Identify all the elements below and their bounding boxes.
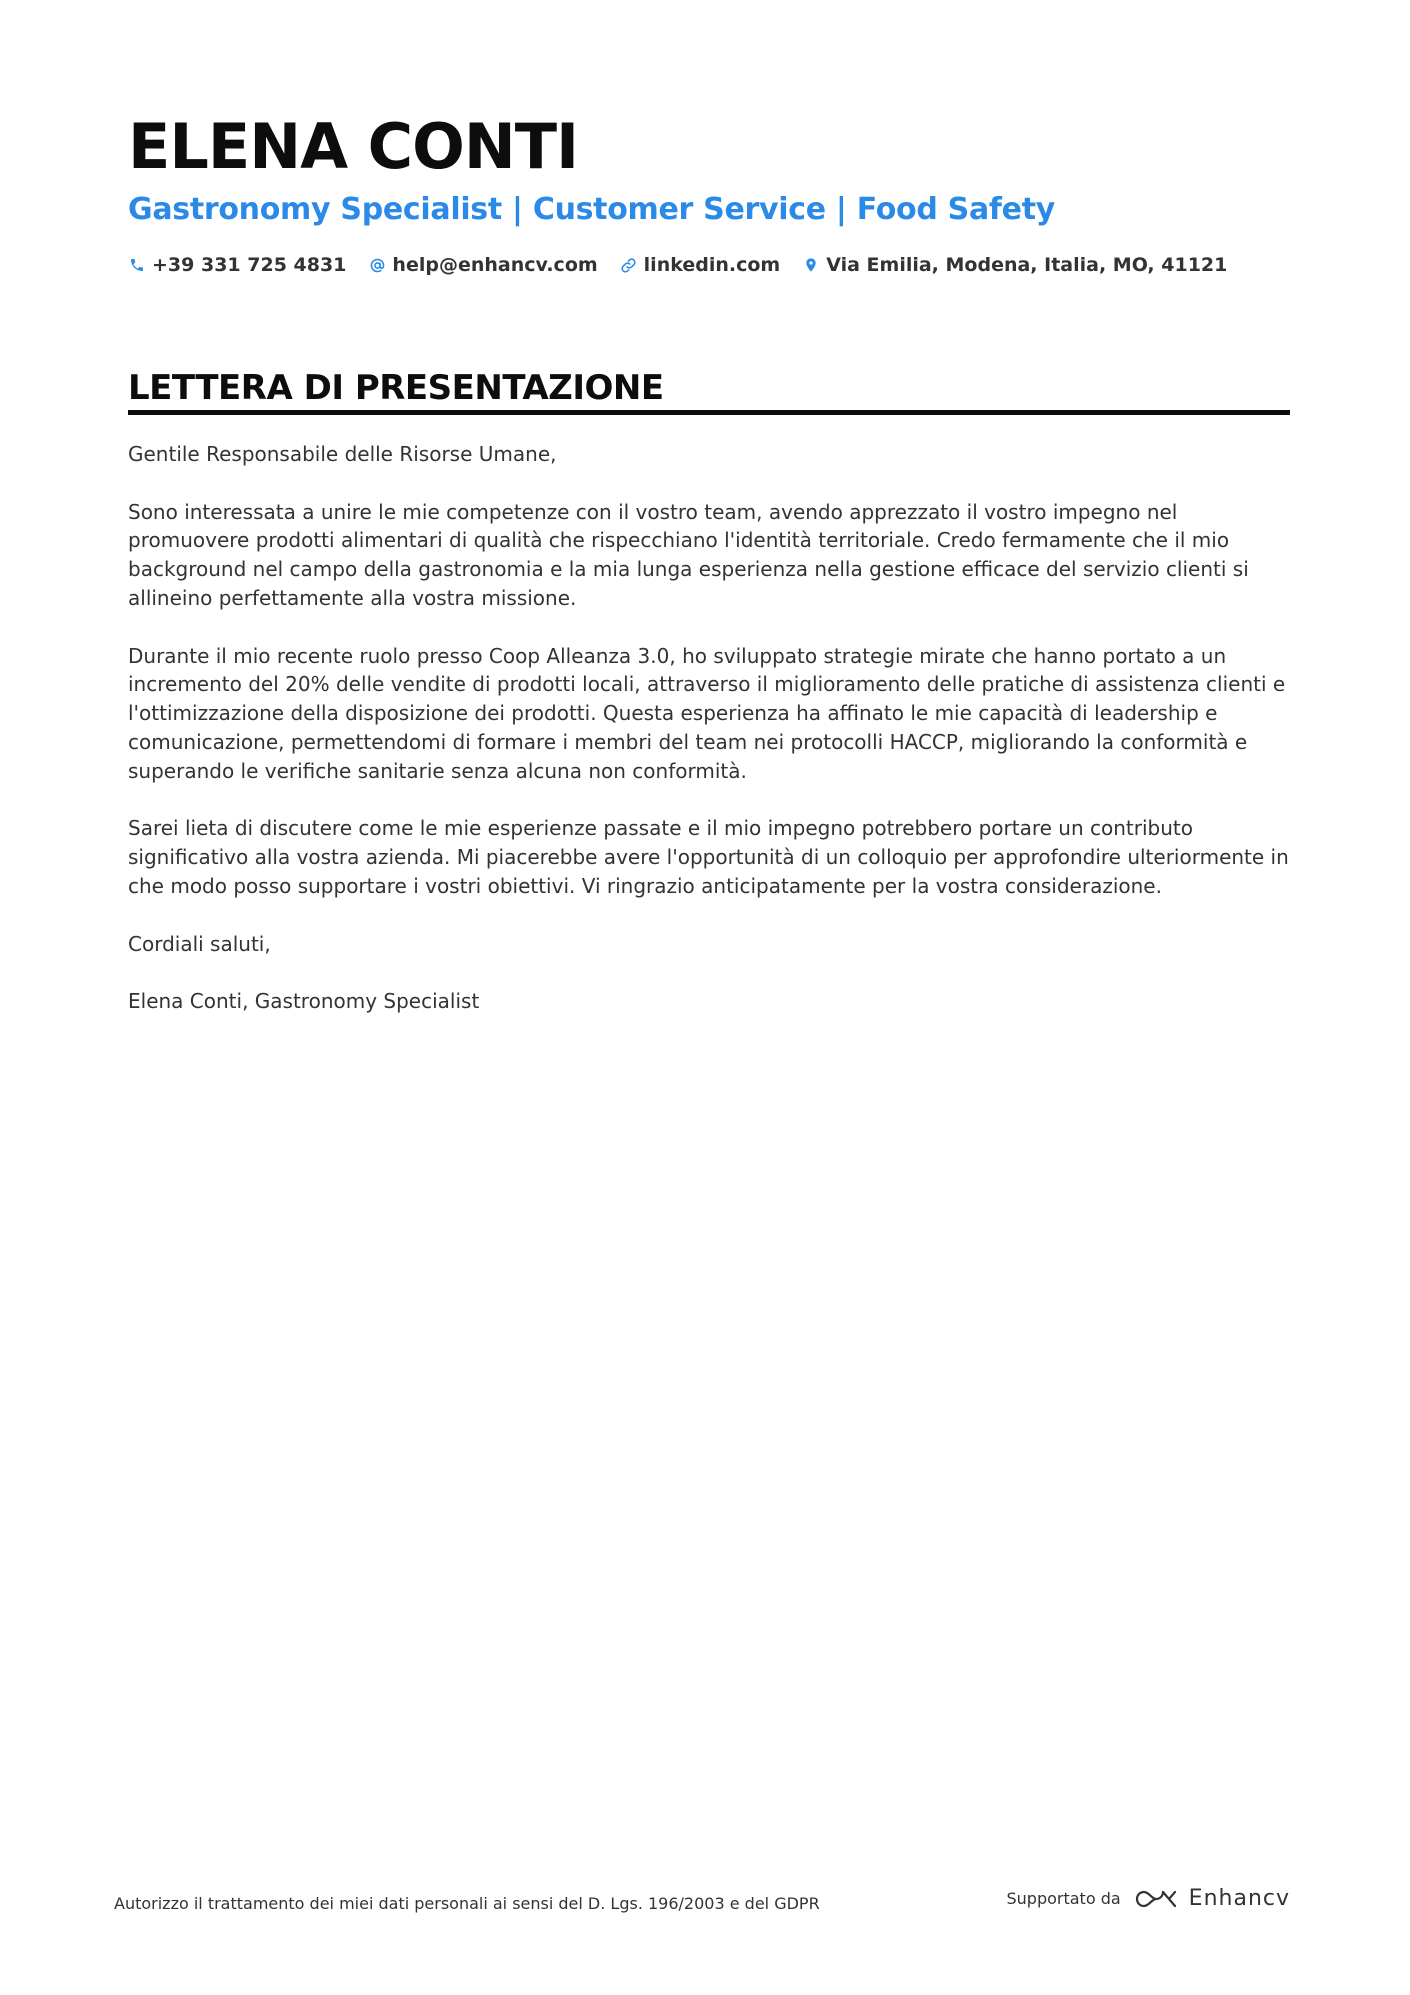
contact-email[interactable] bbox=[368, 254, 597, 276]
link-icon bbox=[620, 256, 638, 274]
letter-closing: Cordiali saluti, bbox=[128, 931, 271, 956]
candidate-headline: Gastronomy Specialist | Customer Service | Food Safety bbox=[128, 192, 1055, 227]
contact-phone-text: +39 331 725 4831 bbox=[152, 254, 347, 276]
powered-by[interactable] bbox=[1007, 1886, 1291, 1911]
letter-paragraph: Sono interessata a unire le mie competenze con il vostro team, avendo apprezzato il vostro impegno nel promuovere prodotti alimentari di qualità che rispecchiano l'identità territoriale. Credo fermamente che il mio background nel campo della gastronomia e la mia lunga esperienza nella gestione efficace del servizio clienti si allineino perfettamente alla vostra missione. bbox=[128, 499, 1249, 610]
letter-greeting: Gentile Responsabile delle Risorse Umane, bbox=[128, 442, 557, 466]
letter-body bbox=[128, 440, 1290, 1045]
contact-location bbox=[802, 254, 1227, 276]
phone-icon bbox=[128, 256, 146, 274]
contact-location-text: Via Emilia, Modena, Italia, MO, 41121 bbox=[826, 254, 1228, 276]
section-title: LETTERA DI PRESENTAZIONE bbox=[128, 368, 664, 408]
contact-email-text: help@enhancv.com bbox=[392, 254, 598, 276]
contact-bar bbox=[128, 254, 1249, 276]
privacy-consent: Autorizzo il trattamento dei miei dati personali ai sensi del D. Lgs. 196/2003 e del GDPR bbox=[114, 1894, 820, 1913]
enhancv-brand-name: Enhancv bbox=[1188, 1886, 1290, 1911]
letter-paragraph: Durante il mio recente ruolo presso Coop Alleanza 3.0, ho sviluppato strategie mirate che hanno portato a un incremento del 20% delle vendite di prodotti locali, attraverso il miglioramento delle pratiche di assistenza clienti e l'ottimizzazione della disposizione dei prodotti. Questa esperienza ha affinato le mie capacità di leadership e comunicazione, permettendomi di formare i membri del team nei protocolli HACCP, migliorando la conformità e superando le verifiche sanitarie senza alcuna non conformità. bbox=[128, 643, 1286, 783]
contact-phone[interactable] bbox=[128, 254, 346, 276]
contact-linkedin[interactable] bbox=[620, 254, 781, 276]
letter-signature: Elena Conti, Gastronomy Specialist bbox=[128, 989, 480, 1014]
enhancv-logo-icon bbox=[1133, 1887, 1179, 1911]
powered-by-label: Supportato da bbox=[1006, 1889, 1121, 1908]
letter-paragraph: Sarei lieta di discutere come le mie esperienze passate e il mio impegno potrebbero portare un contributo significativo alla vostra azienda. Mi piacerebbe avere l'opportunità di un colloquio per approfondire ulteriormente in che modo posso supportare i vostri obiettivi. Vi ringrazio anticipatamente per la vostra considerazione. bbox=[128, 816, 1289, 898]
at-icon bbox=[368, 256, 386, 274]
section-divider bbox=[128, 410, 1290, 415]
candidate-name: ELENA CONTI bbox=[128, 110, 579, 183]
location-pin-icon bbox=[802, 256, 820, 274]
contact-linkedin-text: linkedin.com bbox=[643, 254, 781, 276]
